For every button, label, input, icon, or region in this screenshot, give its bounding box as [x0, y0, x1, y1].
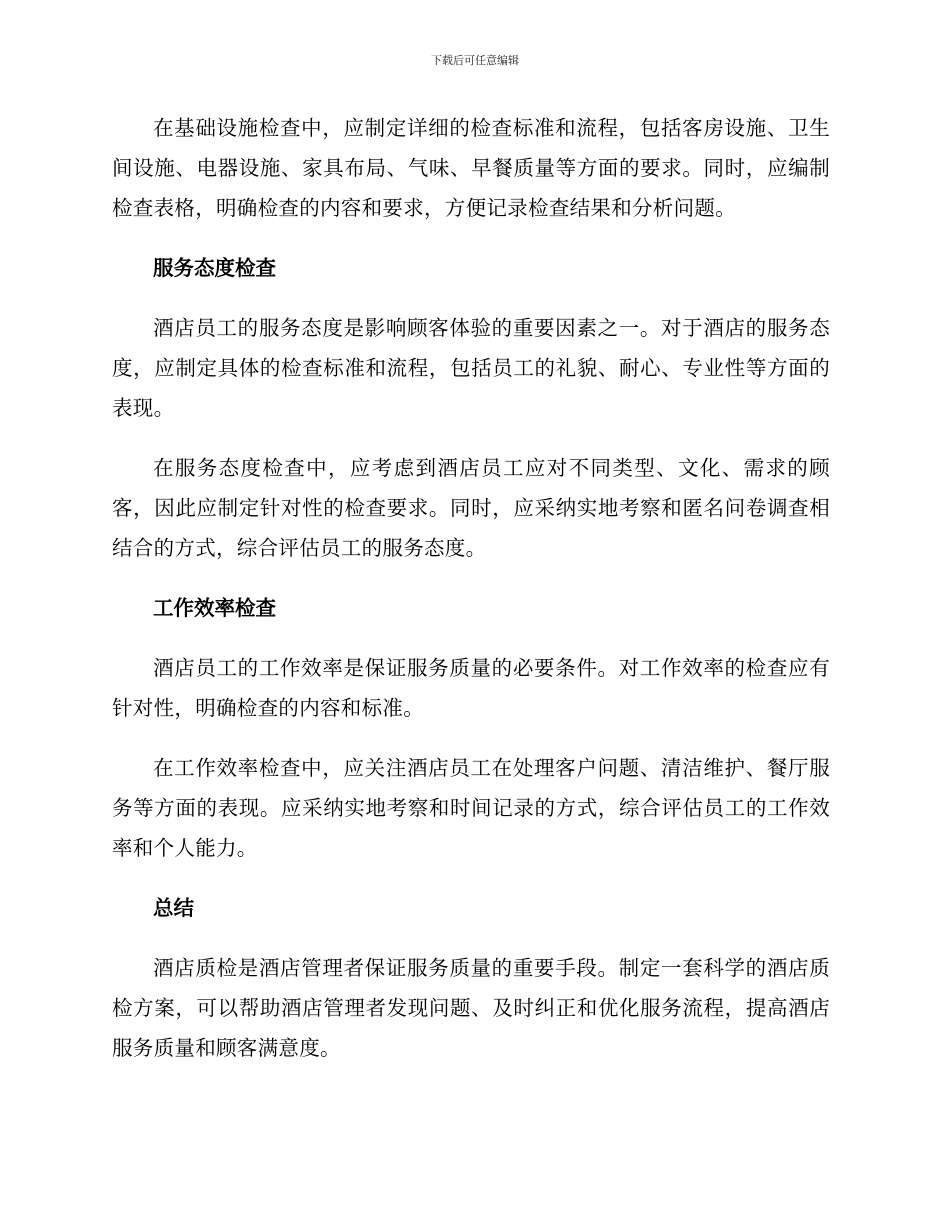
paragraph-summary: 酒店质检是酒店管理者保证服务质量的重要手段。制定一套科学的酒店质检方案，可以帮助酒店管理者发现问题、及时纠正和优化服务流程，提高酒店服务质量和顾客满意度。: [112, 956, 830, 1060]
document-body: [112, 108, 830, 1088]
paragraph-infrastructure-inspection: 在基础设施检查中，应制定详细的检查标准和流程，包括客房设施、卫生间设施、电器设施、家具布局、气味、早餐质量等方面的要求。同时，应编制检查表格，明确检查的内容和要求，方便记录检查结果和分析问题。: [112, 116, 830, 220]
paragraph-service-attitude-intro: 酒店员工的服务态度是影响顾客体验的重要因素之一。对于酒店的服务态度，应制定具体的检查标准和流程，包括员工的礼貌、耐心、专业性等方面的表现。: [112, 316, 830, 420]
page-header: 下载后可任意编辑: [431, 54, 519, 67]
heading-work-efficiency: 工作效率检查: [153, 596, 276, 620]
paragraph-service-attitude-method: 在服务态度检查中，应考虑到酒店员工应对不同类型、文化、需求的顾客，因此应制定针对性的检查要求。同时，应采纳实地考察和匿名问卷调查相结合的方式，综合评估员工的服务态度。: [112, 456, 830, 560]
heading-summary: 总结: [153, 896, 194, 920]
paragraph-work-efficiency-intro: 酒店员工的工作效率是保证服务质量的必要条件。对工作效率的检查应有针对性，明确检查的内容和标准。: [112, 656, 830, 720]
paragraph-work-efficiency-method: 在工作效率检查中，应关注酒店员工在处理客户问题、清洁维护、餐厅服务等方面的表现。应采纳实地考察和时间记录的方式，综合评估员工的工作效率和个人能力。: [112, 756, 830, 860]
heading-service-attitude: 服务态度检查: [153, 256, 276, 280]
